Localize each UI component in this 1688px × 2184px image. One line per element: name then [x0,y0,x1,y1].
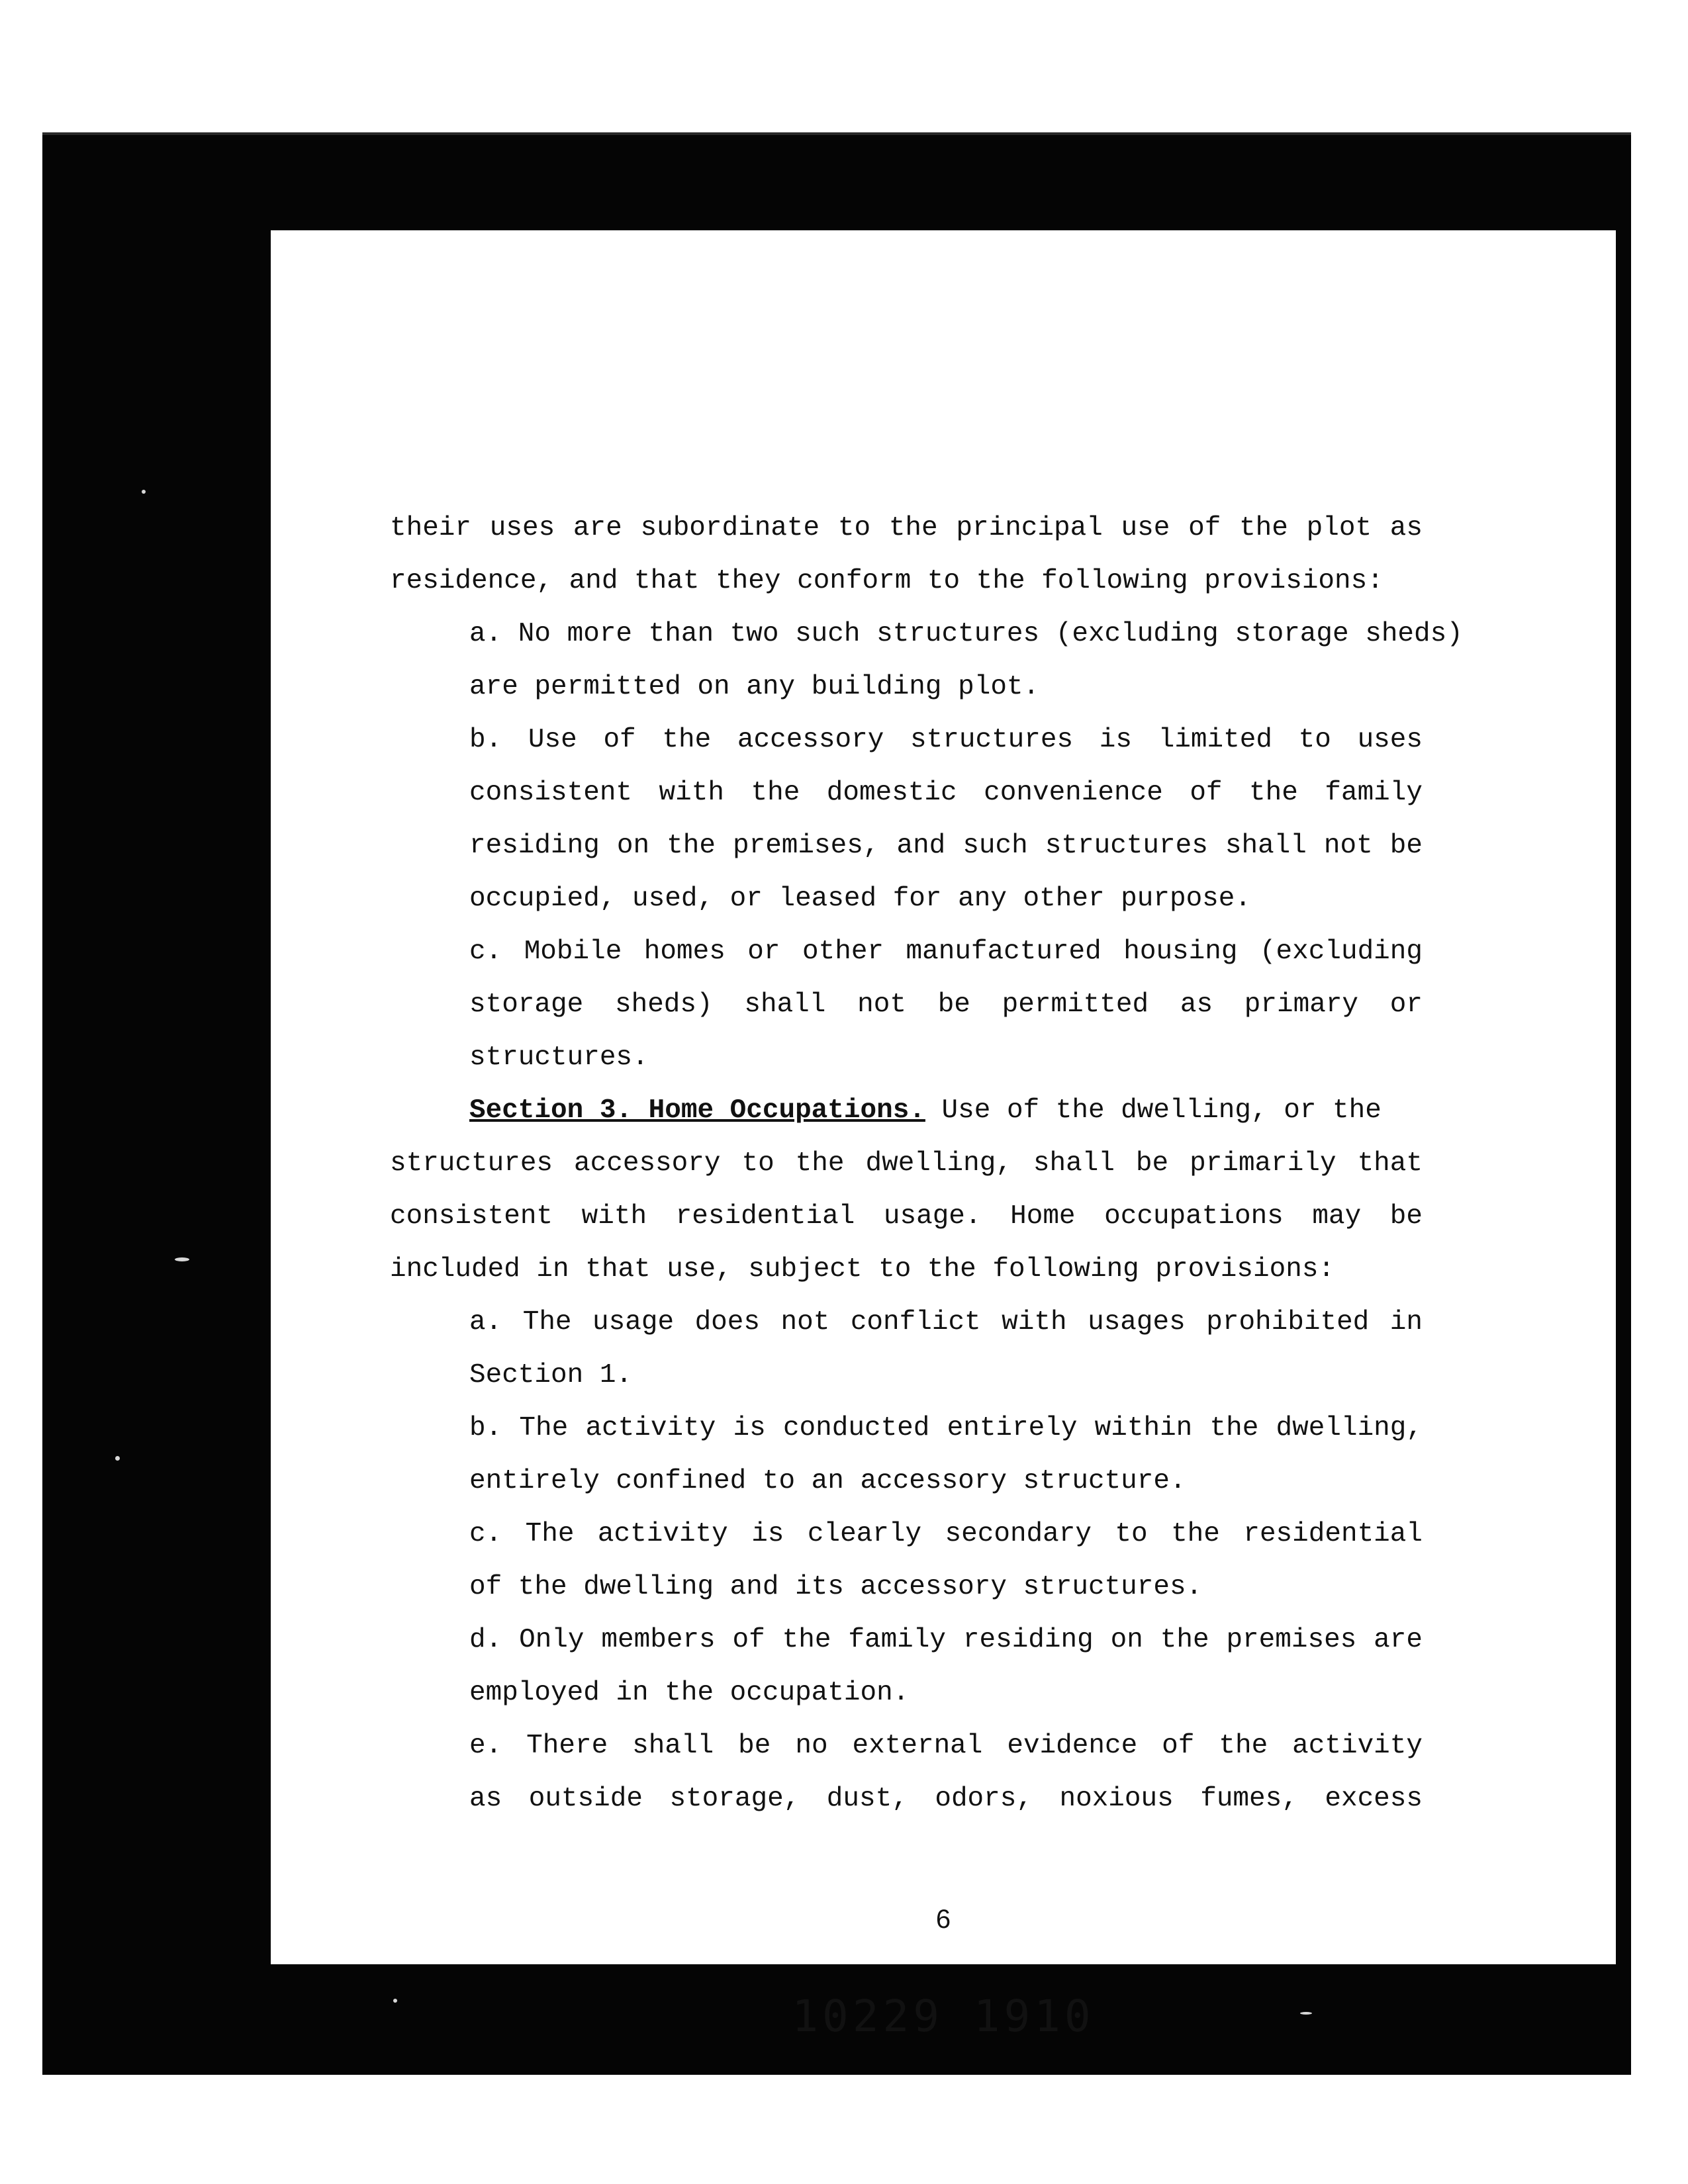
page-number: 6 [935,1905,951,1934]
line-text: occupied, used, or leased for any other purpose. [469,884,1251,914]
document-number: 10229 1910 [792,1991,1095,2042]
line-text: Use of the dwelling, or the [925,1095,1382,1126]
scan-speck [142,490,146,494]
line-text: structures accessory to the dwelling, shall be primarily that [390,1148,1423,1179]
line-text: their uses are subordinate to the principal use of the plot as [390,513,1423,543]
line-text: consistent with residential usage. Home occupations may be [390,1201,1423,1232]
text-line [390,819,1423,872]
text-line [390,555,1423,608]
text-line [390,925,1423,978]
text-line [390,1508,1423,1561]
text-line [390,1666,1423,1719]
line-text: of the dwelling and its accessory structures. [469,1572,1203,1602]
text-line [390,1455,1423,1508]
line-text: d. Only members of the family residing on the premises are [469,1625,1423,1655]
text-line [390,1296,1423,1349]
text-line [390,1243,1423,1296]
line-text: c. The activity is clearly secondary to the residential [469,1519,1423,1549]
line-text: as outside storage, dust, odors, noxious fumes, excess [469,1784,1423,1814]
document-page [271,230,1616,2042]
line-text: structures. [469,1042,649,1073]
line-text: included in that use, subject to the following provisions: [390,1254,1335,1285]
line-text: entirely confined to an accessory structure. [469,1466,1186,1496]
text-line [390,1349,1423,1402]
scan-border [42,132,1631,2075]
scan-speck [115,1456,120,1461]
line-text: residence, and that they conform to the following provisions: [390,566,1383,596]
text-line [390,1190,1423,1243]
scan-speck [175,1257,189,1261]
line-text: a. The usage does not conflict with usages prohibited in [469,1307,1423,1338]
line-text: consistent with the domestic convenience of the family [469,778,1423,808]
top-rule [42,132,1631,135]
line-text: e. There shall be no external evidence of the activity [469,1731,1423,1761]
text-line [390,1137,1423,1190]
text-line [390,766,1423,819]
text-line [390,1614,1423,1666]
text-line [390,1402,1423,1455]
line-text: residing on the premises, and such structures shall not be [469,831,1423,861]
text-line [390,1031,1423,1084]
text-line [390,502,1423,555]
line-text: storage sheds) shall not be permitted as primary or [469,989,1423,1020]
body-text [390,502,1463,1825]
text-line [390,1719,1423,1772]
line-text: are permitted on any building plot. [469,672,1040,702]
line-text: c. Mobile homes or other manufactured housing (excluding [469,936,1423,967]
section-heading: Section 3. Home Occupations. [469,1095,925,1126]
text-line [390,872,1423,925]
text-line [390,1772,1423,1825]
text-line [390,978,1423,1031]
text-line [390,660,1423,713]
line-text: b. Use of the accessory structures is limited to uses [469,725,1423,755]
line-text: employed in the occupation. [469,1678,910,1708]
text-line [390,1561,1423,1614]
line-text: Section 1. [469,1360,633,1390]
text-line [390,608,1463,660]
line-text: b. The activity is conducted entirely within the dwelling, [469,1413,1423,1443]
line-text: a. No more than two such structures (excluding storage sheds) [469,619,1463,649]
text-line [390,1084,1423,1137]
text-line [390,713,1423,766]
